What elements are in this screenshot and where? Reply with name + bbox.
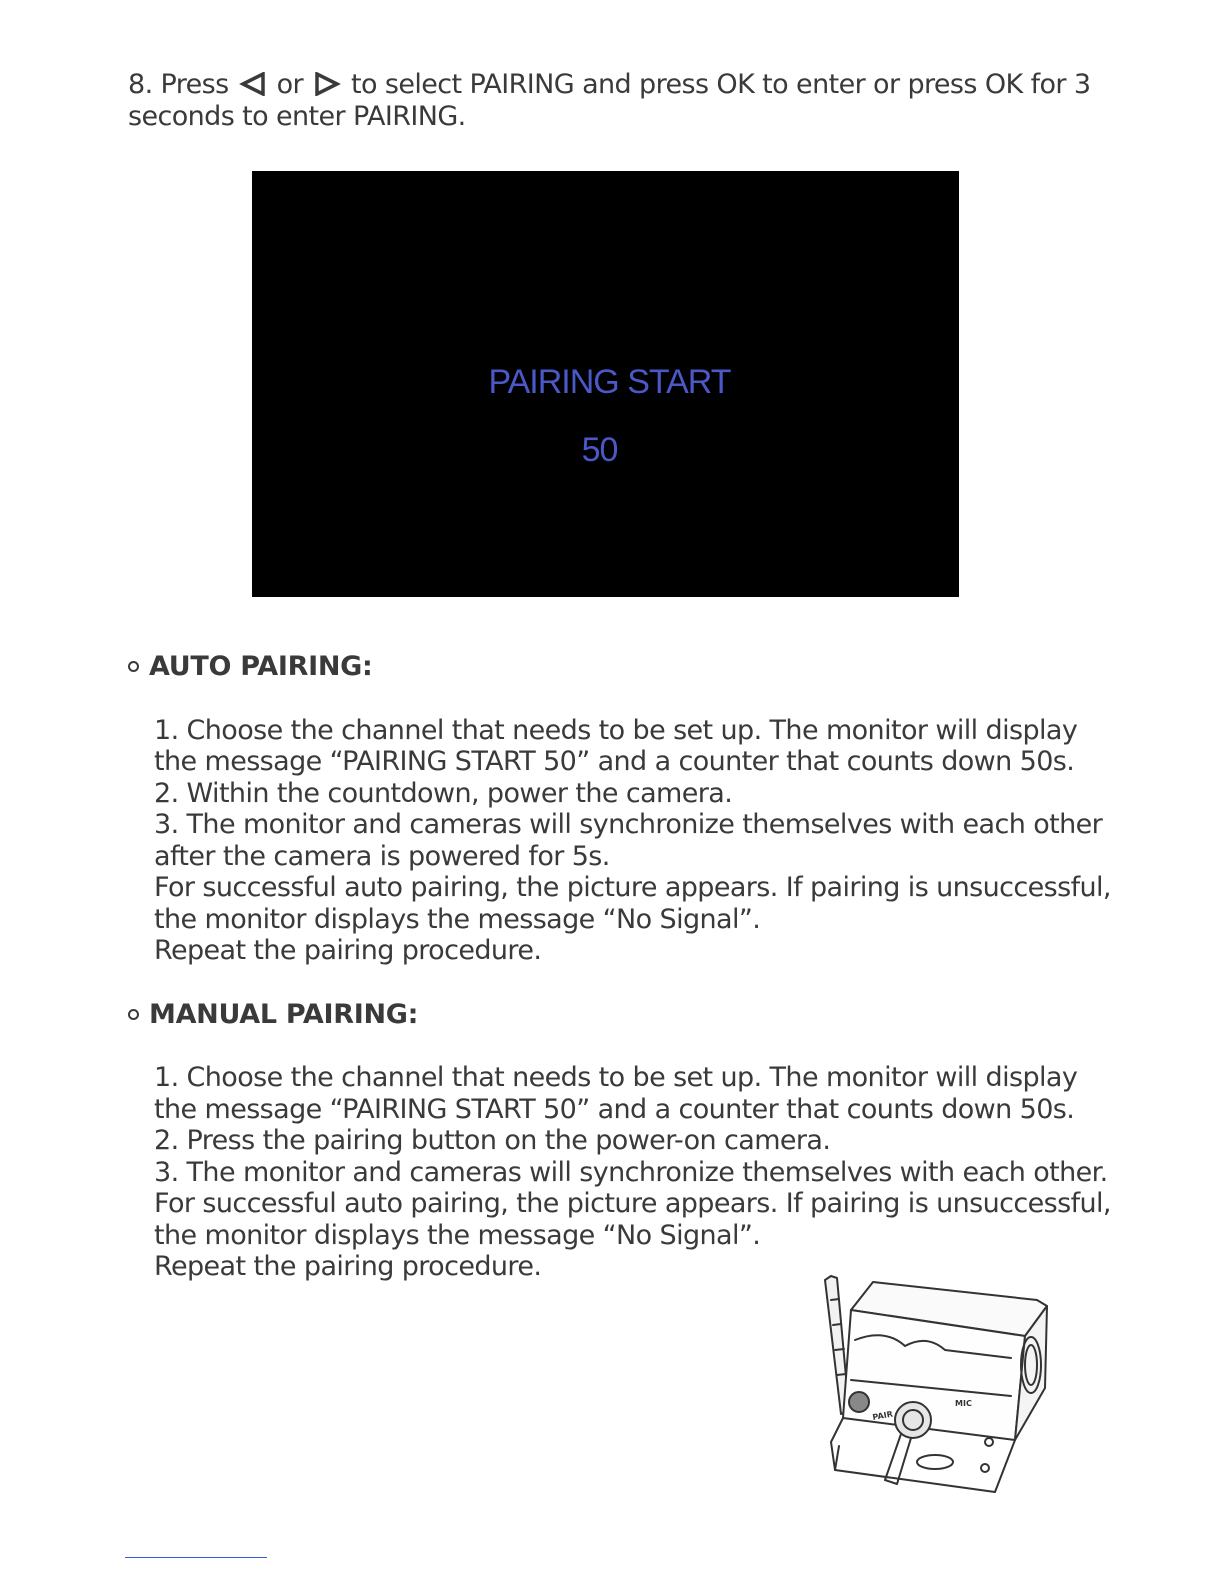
auto-line-2: the message “PAIRING START 50” and a counter that counts down 50s. bbox=[154, 746, 1075, 777]
footer-rule bbox=[125, 1557, 267, 1558]
intro-text-rest: to select PAIRING and press OK to enter or press OK for 3 bbox=[350, 69, 1091, 100]
manual-line-7: Repeat the pairing procedure. bbox=[154, 1251, 542, 1282]
auto-line-1: 1. Choose the channel that needs to be set up. The monitor will display bbox=[154, 715, 1078, 746]
intro-line-1 bbox=[128, 69, 1090, 101]
right-arrow-icon bbox=[313, 72, 341, 96]
auto-line-6: For successful auto pairing, the picture appears. If pairing is unsuccessful, bbox=[154, 872, 1111, 903]
intro-text-or: or bbox=[276, 69, 303, 100]
manual-pairing-heading bbox=[128, 999, 418, 1031]
auto-line-4: 3. The monitor and cameras will synchronize themselves with each other bbox=[154, 809, 1103, 840]
manual-pairing-heading-text: MANUAL PAIRING: bbox=[149, 999, 419, 1030]
auto-pairing-heading-text: AUTO PAIRING: bbox=[149, 651, 373, 682]
intro-text-press: 8. Press bbox=[128, 69, 229, 100]
auto-line-8: Repeat the pairing procedure. bbox=[154, 935, 542, 966]
manual-line-3: 2. Press the pairing button on the power-on camera. bbox=[154, 1125, 831, 1156]
manual-line-1: 1. Choose the channel that needs to be set up. The monitor will display bbox=[154, 1062, 1078, 1093]
bullet-icon bbox=[128, 1009, 139, 1020]
manual-line-6: the monitor displays the message “No Signal”. bbox=[154, 1220, 761, 1251]
manual-line-4: 3. The monitor and cameras will synchronize themselves with each other. bbox=[154, 1157, 1108, 1188]
screen-pairing-title: PAIRING START bbox=[488, 363, 731, 401]
monitor-screen bbox=[252, 171, 959, 597]
manual-line-5: For successful auto pairing, the picture appears. If pairing is unsuccessful, bbox=[154, 1188, 1111, 1219]
screen-countdown: 50 bbox=[581, 431, 618, 469]
auto-line-7: the monitor displays the message “No Signal”. bbox=[154, 904, 761, 935]
wireless-camera-illustration bbox=[815, 1270, 1055, 1495]
manual-line-2: the message “PAIRING START 50” and a counter that counts down 50s. bbox=[154, 1094, 1075, 1125]
camera-pair-label: PAIR bbox=[871, 1409, 894, 1422]
camera-mic-label: MIC bbox=[955, 1399, 972, 1408]
auto-pairing-heading bbox=[128, 651, 373, 683]
intro-line-2: seconds to enter PAIRING. bbox=[128, 101, 466, 132]
auto-line-3: 2. Within the countdown, power the camera. bbox=[154, 778, 733, 809]
bullet-icon bbox=[128, 661, 139, 672]
auto-line-5: after the camera is powered for 5s. bbox=[154, 841, 610, 872]
left-arrow-icon bbox=[239, 72, 267, 96]
